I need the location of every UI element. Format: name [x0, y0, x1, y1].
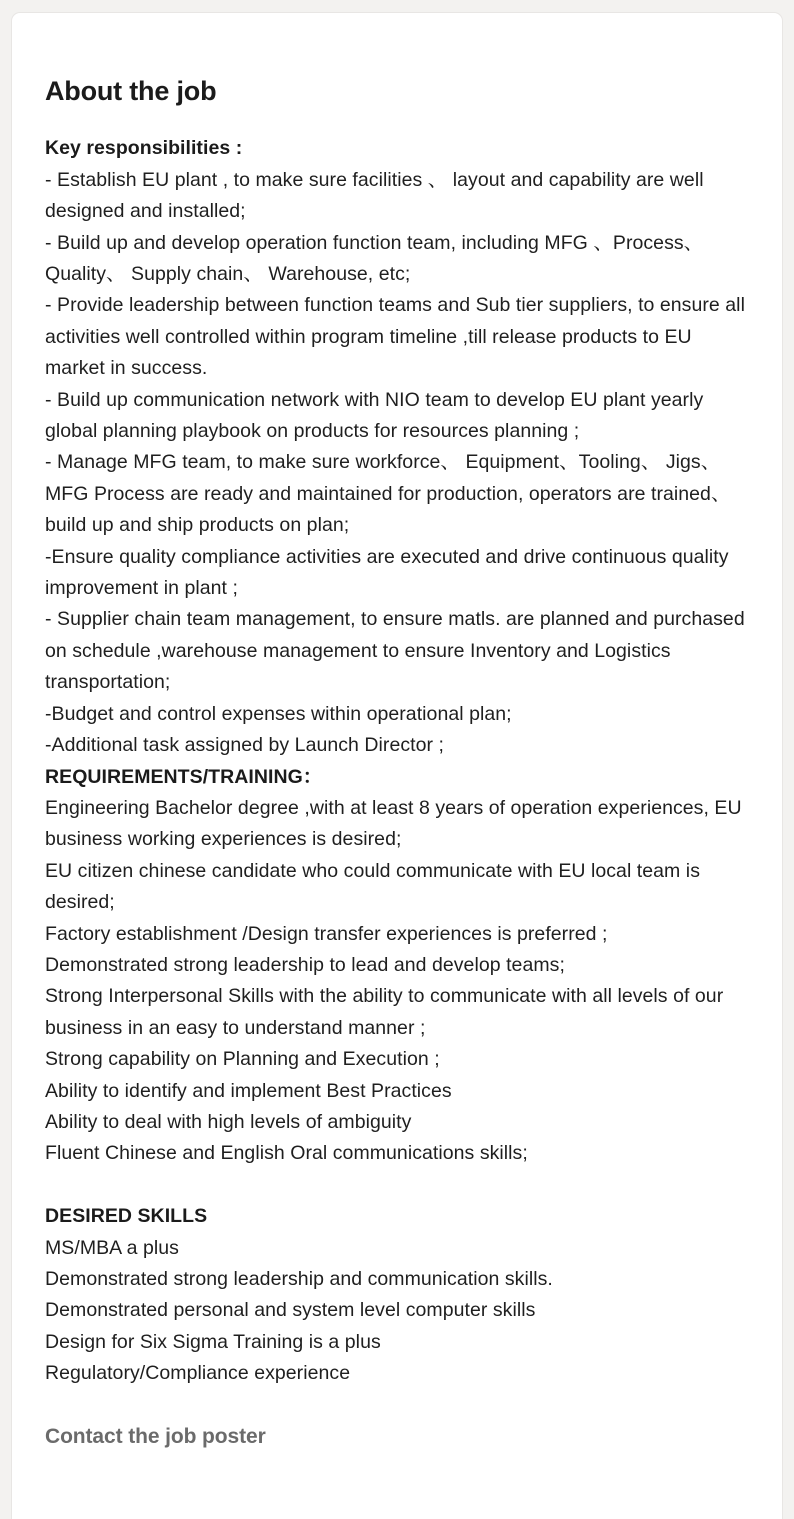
job-description-line: - Supplier chain team management, to ensure matls. are planned and purchased on schedule ,warehouse management to ensure Inventory and Logistics transportation;	[45, 608, 751, 694]
job-description-line: - Establish EU plant , to make sure facilities 、 layout and capability are well designed and installed;	[45, 168, 710, 223]
job-description-body	[45, 107, 749, 1389]
job-description-line: Demonstrated strong leadership to lead and develop teams;	[45, 953, 565, 976]
job-description-subheading: REQUIREMENTS/TRAINING：	[45, 765, 323, 788]
job-description-line: Ability to deal with high levels of ambiguity	[45, 1110, 412, 1133]
job-description-line: Strong capability on Planning and Execution ;	[45, 1048, 440, 1071]
job-description-line: Regulatory/Compliance experience	[45, 1362, 351, 1385]
page-title: About the job	[45, 76, 217, 106]
job-description-line: Strong Interpersonal Skills with the ability to communicate with all levels of our business in an easy to understand manner ;	[45, 985, 729, 1039]
job-description-line: Factory establishment /Design transfer experiences is preferred ;	[45, 922, 608, 945]
contact-the-job-poster-heading: Contact the job poster	[45, 1424, 266, 1448]
job-description-line: -Ensure quality compliance activities are executed and drive continuous quality improvement in plant ;	[45, 545, 735, 600]
job-description-line: - Provide leadership between function teams and Sub tier suppliers, to ensure all activities well controlled within program timeline ,till release products to EU market in success.	[45, 294, 751, 380]
job-description-line: -Budget and control expenses within operational plan;	[45, 702, 512, 725]
job-description-line: Design for Six Sigma Training is a plus	[45, 1330, 381, 1353]
about-the-job-card	[11, 12, 783, 1519]
job-description-line: Ability to identify and implement Best Practices	[45, 1079, 452, 1102]
job-description-line: - Manage MFG team, to make sure workforce、 Equipment、Tooling、 Jigs、 MFG Process are ready and maintained for production, operators are trained、 build up and ship products on plan;	[45, 451, 742, 537]
job-description-line: MS/MBA a plus	[45, 1236, 179, 1259]
job-description-line: - Build up communication network with NIO team to develop EU plant yearly global planning playbook on products for resources planning ;	[45, 388, 709, 443]
job-description-line: Fluent Chinese and English Oral communications skills;	[45, 1142, 528, 1165]
job-description-subheading: DESIRED SKILLS	[45, 1205, 208, 1228]
job-description-line: Demonstrated strong leadership and communication skills.	[45, 1268, 553, 1290]
job-description-subheading: Key responsibilities :	[45, 137, 243, 160]
job-description-line: Demonstrated personal and system level computer skills	[45, 1299, 536, 1322]
job-description-line: Engineering Bachelor degree ,with at least 8 years of operation experiences, EU business working experiences is desired;	[45, 796, 748, 851]
job-description-line: -Additional task assigned by Launch Director ;	[45, 734, 445, 757]
job-description-line: EU citizen chinese candidate who could communicate with EU local team is desired;	[45, 859, 706, 914]
job-description-line: - Build up and develop operation function team, including MFG 、Process、 Quality、 Supply chain、 Warehouse, etc;	[45, 231, 709, 286]
job-description-line	[45, 1170, 749, 1201]
